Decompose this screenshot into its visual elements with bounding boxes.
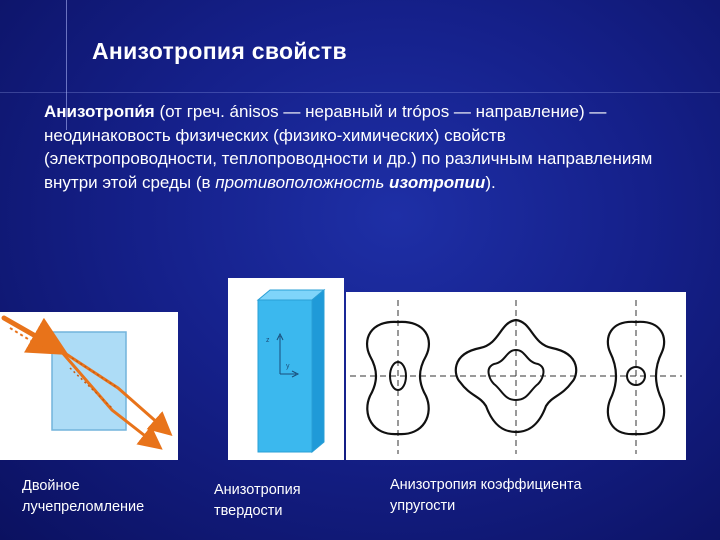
definition-italic: противоположность [215,172,390,192]
caption-birefringence [22,476,182,518]
axis-y-label: y [286,363,290,370]
definition-text-2: ). [485,172,496,192]
definition-paragraph [44,100,664,194]
crystal-prism-icon [228,278,344,460]
axis-z-label: z [266,337,270,344]
caption-hardness [214,480,334,522]
caption-elasticity [390,475,650,517]
decorative-horizontal-line [0,92,720,93]
birefringence-figure [0,312,178,460]
birefringence-icon [0,312,178,460]
term-anisotropy: Анизотропи́я [44,102,155,121]
elasticity-polar-diagrams-icon [346,292,686,460]
caption-hardness-text: Анизотропия твердости [214,482,301,519]
hardness-figure [228,278,344,460]
elasticity-figure [346,292,686,460]
term-isotropy: изотропии [389,172,486,192]
definition-text-1: (от греч. ánisos — неравный и trópos — направление) — неодинаковость физических (физико-химических) свойств (электропроводности, теплопроводности и др.) по различным направлениям внутри этой среды (в [44,102,653,192]
caption-elasticity-text: Анизотропия коэффициента упругости [390,477,582,514]
caption-birefringence-text: Двойное лучепреломление [22,478,145,515]
slide-title: Анизотропия свойств [92,38,347,64]
